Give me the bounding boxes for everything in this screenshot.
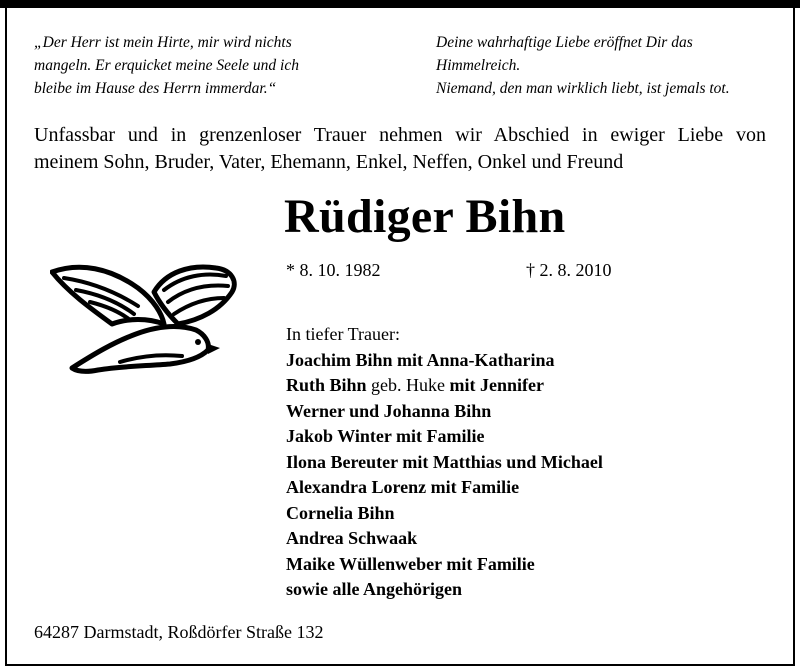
intro-line: Unfassbar und in grenzenloser Trauer nehmen wir Abschied in ewiger Liebe von [34, 124, 766, 146]
mourner-name: Alexandra Lorenz mit Familie [286, 477, 520, 497]
verse-left-line: „Der Herr ist mein Hirte, mir wird nichts [34, 34, 292, 51]
mourner-row [286, 526, 603, 552]
mourner-row [286, 552, 603, 578]
mourner-name: Cornelia Bihn [286, 502, 395, 523]
deceased-name: Rüdiger Bihn [284, 190, 566, 243]
mourner-row [286, 501, 603, 527]
verse-left-line: bleibe im Hause des Herrn immerdar.“ [34, 80, 277, 97]
verse-left-line: mangeln. Er erquicket meine Seele und ich [34, 57, 299, 74]
mourner-row [286, 348, 603, 374]
mourner-row [286, 475, 603, 501]
mourner-maiden-name: geb. Huke [366, 375, 450, 395]
verse-right-line: Deine wahrhaftige Liebe eröffnet Dir das [436, 34, 693, 51]
mourner-name: Ilona Bereuter mit Matthias und Michael [286, 451, 603, 472]
mourner-name: Andrea Schwaak [286, 528, 418, 548]
address: 64287 Darmstadt, Roßdörfer Straße 132 [34, 622, 324, 642]
intro-text [34, 122, 766, 176]
verse-left [34, 31, 299, 100]
mourner-name: Ruth Bihn [286, 375, 367, 395]
mourner-row [286, 424, 603, 450]
death-date: † 2. 8. 2010 [526, 260, 612, 280]
mourner-name: sowie alle Angehörigen [286, 579, 462, 599]
mourner-name: Werner und Johanna Bihn [286, 400, 492, 421]
verse-right-line: Himmelreich. [436, 57, 521, 74]
mourner-row [286, 373, 603, 399]
mourners-heading: In tiefer Trauer: [286, 324, 400, 344]
mourner-name: Jakob Winter mit Familie [286, 426, 485, 446]
mourner-row [286, 577, 603, 603]
dove-icon [50, 258, 240, 378]
birth-date: * 8. 10. 1982 [286, 260, 381, 280]
verse-right-line: Niemand, den man wirklich liebt, ist jemals tot. [436, 80, 730, 97]
mourners-list [286, 322, 603, 603]
mourner-row [286, 399, 603, 425]
mourner-row [286, 450, 603, 476]
verse-right [436, 31, 730, 100]
intro-line: meinem Sohn, Bruder, Vater, Ehemann, Enkel, Neffen, Onkel und Freund [34, 151, 624, 173]
mourner-companion: mit Jennifer [449, 375, 545, 395]
mourner-name: Joachim Bihn mit Anna-Katharina [286, 349, 555, 370]
mourner-name: Maike Wüllenweber mit Familie [286, 553, 535, 574]
